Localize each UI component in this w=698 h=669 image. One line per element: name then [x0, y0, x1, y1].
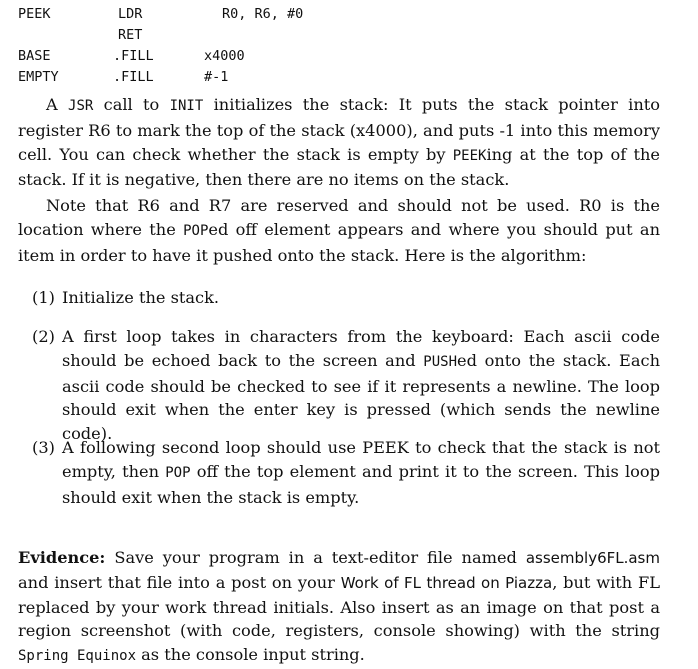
code-args: #-1: [204, 69, 229, 85]
text: ed onto the stack. Each ascii code should be checked to see if it represents a newline. The loop should exit when the enter key is pressed (which sends the newline code).: [62, 350, 660, 444]
text: A first loop takes in characters from the keyboard: Each ascii code should be echoed back to the screen and: [62, 327, 660, 370]
code-op: RET: [118, 27, 143, 43]
text: ed off element appears and where you should put an item in order to have it pushed onto the stack. Here is the algorithm:: [18, 219, 661, 265]
code-init: INIT: [169, 98, 204, 114]
list-number: (3): [32, 438, 55, 457]
filename: assembly6FL.asm: [525, 549, 660, 567]
code-op: .FILL: [113, 48, 154, 64]
text: ing at the top of the stack. If it is negative, then there are no items on the stack.: [18, 144, 661, 190]
text: as the console input string.: [136, 645, 365, 665]
text: off the top element and print it to the screen. This loop should exit when the stack is empty.: [62, 461, 660, 507]
code-args: R0, R6, #0: [222, 6, 304, 22]
text: and insert that file into a post on your: [18, 572, 341, 592]
list-item-3: [32, 436, 660, 509]
list-text: [62, 436, 660, 509]
paragraph-stack-init: [18, 93, 660, 192]
list-text: Initialize the stack.: [62, 288, 220, 307]
text: Note that R6 and R7 are reserved and should not be used. R0 is the location where the: [18, 196, 660, 239]
text: call to: [93, 95, 170, 114]
text: initializes the stack: It puts the stack pointer into register R6 to mark the top of the stack (x4000), and puts -1 into this memory cell. You can check whether the stack is empty by: [18, 95, 661, 164]
text: A following second loop should use PEEK to check that the stack is not empty, then: [62, 438, 660, 481]
paragraph-evidence: [18, 546, 660, 669]
text: , but with FL replaced by your work thread initials. Also insert as an image on that post a region screenshot (with code, registers, console showing) with the string: [18, 572, 660, 641]
console-input-string: Spring Equinox: [18, 648, 137, 665]
code-op: LDR: [118, 6, 143, 22]
code-op: .FILL: [113, 69, 154, 85]
text: Save your program in a text-editor file named: [105, 548, 526, 567]
list-number: (2): [32, 327, 55, 346]
text: A: [46, 95, 69, 114]
thread-name: Work of FL thread on Piazza: [340, 573, 553, 592]
code-label: PEEK: [18, 6, 51, 22]
code-label: EMPTY: [18, 69, 59, 85]
code-args: x4000: [204, 48, 245, 64]
list-item-1: [32, 286, 660, 310]
code-push: PUSH: [423, 353, 457, 370]
code-peek: PEEK: [452, 147, 487, 164]
list-number: (1): [32, 288, 55, 307]
code-pop: POP: [165, 464, 191, 481]
list-text: [62, 325, 660, 446]
paragraph-registers-note: [18, 194, 660, 267]
list-item-2: [32, 325, 660, 446]
code-label: BASE: [18, 48, 51, 64]
evidence-label: Evidence:: [18, 548, 106, 567]
code-jsr: JSR: [68, 98, 94, 114]
code-pop: POP: [183, 222, 209, 239]
